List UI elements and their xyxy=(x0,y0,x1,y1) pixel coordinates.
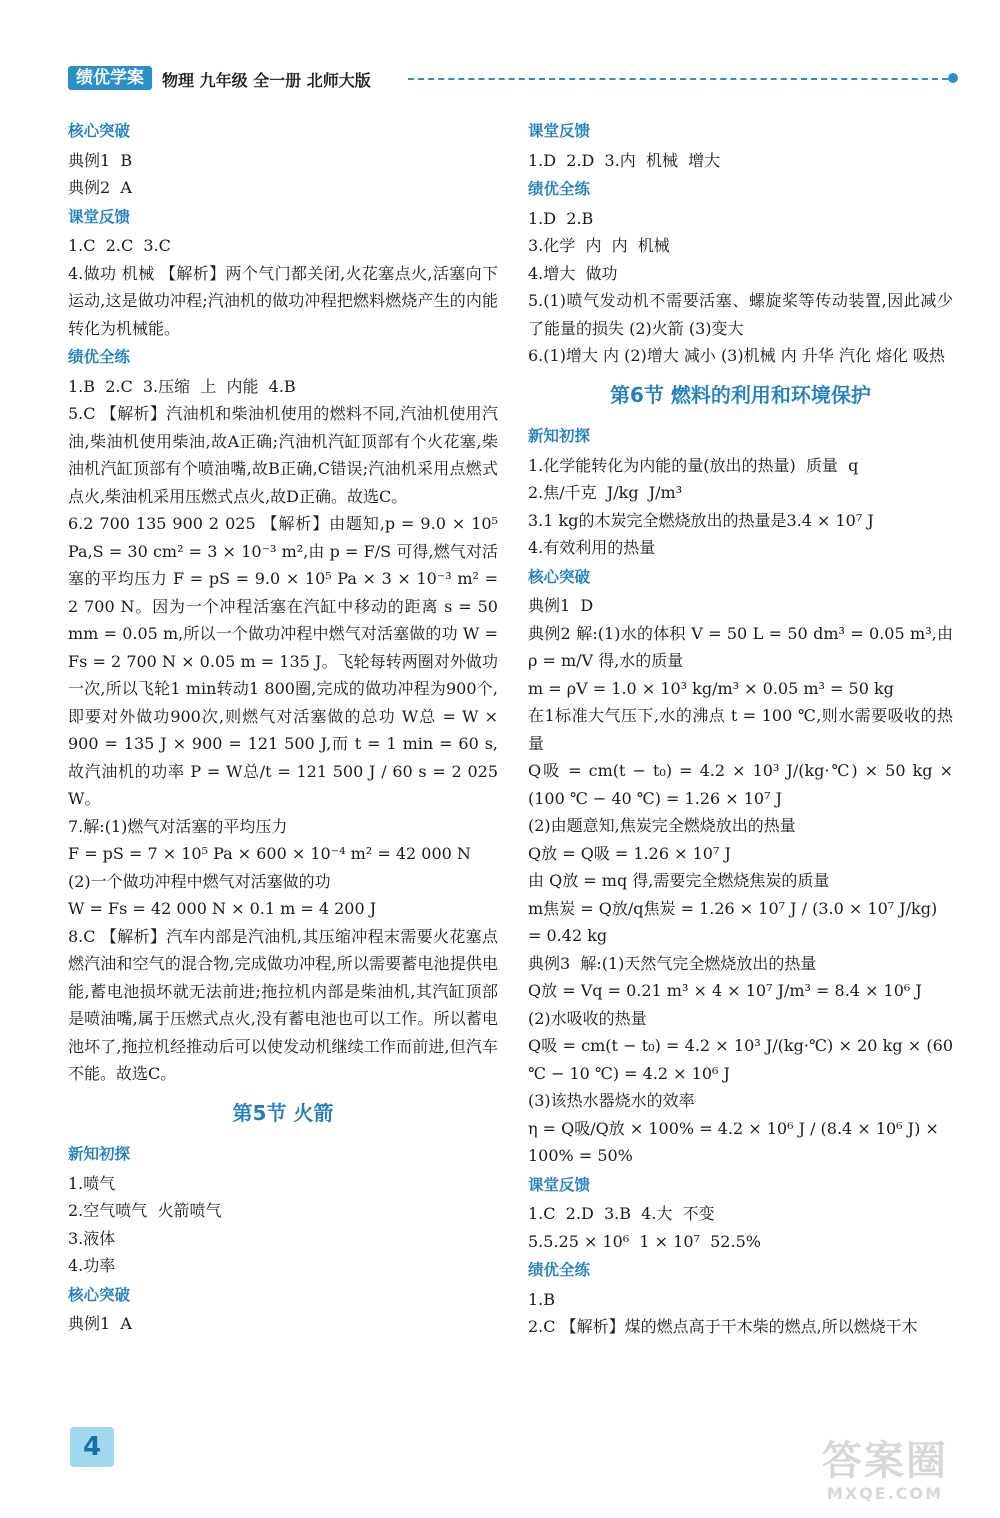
answer-line: 1.化学能转化为内能的量(放出的热量) 质量 q xyxy=(528,455,859,475)
section-label: 课堂反馈 xyxy=(528,122,591,140)
answer-line: 5.5.25 × 10⁶ 1 × 10⁷ 52.5% xyxy=(528,1231,761,1251)
section-label: 绩优全练 xyxy=(528,180,591,198)
answer-line: 典例1 A xyxy=(68,1314,132,1333)
answer-line: 典例3 解:(1)天然气完全燃烧放出的热量 xyxy=(528,953,817,973)
answer-line: 1.B xyxy=(528,1289,556,1309)
answer-line: 1.C 2.C 3.C xyxy=(68,236,171,255)
answer-paragraph: 4.做功 机械 【解析】两个气门都关闭,火花塞点火,活塞向下运动,这是做功冲程;汽油机的做功冲程把燃料燃烧产生的内能转化为机械能。 xyxy=(68,263,498,338)
answer-line: 2.C 【解析】煤的燃点高于干木柴的燃点,所以燃烧干木 xyxy=(528,1317,918,1336)
answer-line: m焦炭 = Q放/q焦炭 = 1.26 × 10⁷ J / (3.0 × 10⁷ J/kg) = 0.42 kg xyxy=(528,898,943,945)
answer-line: 典例1 D xyxy=(528,596,594,615)
section-label: 绩优全练 xyxy=(68,348,131,366)
answer-line: 4.有效利用的热量 xyxy=(528,538,656,557)
section-label: 课堂反馈 xyxy=(68,207,131,226)
section-label: 核心突破 xyxy=(68,122,131,140)
answer-line: 4.功率 xyxy=(68,1256,116,1275)
answer-line: W = Fs = 42 000 N × 0.1 m = 4 200 J xyxy=(68,899,377,918)
answer-line: 1.B 2.C 3.压缩 上 内能 4.B xyxy=(68,376,296,396)
answer-line: 3.液体 xyxy=(68,1228,116,1248)
section-label: 绩优全练 xyxy=(528,1261,591,1279)
answer-paragraph: Q吸 = cm(t − t₀) = 4.2 × 10³ J/(kg·℃) × 50 kg × (100 ℃ − 40 ℃) = 1.26 × 10⁷ J xyxy=(528,761,953,808)
answer-line: η = Q吸/Q放 × 100% = 4.2 × 10⁶ J / (8.4 × 10⁶ J) × 100% = 50% xyxy=(528,1118,944,1165)
watermark-site: MXQE.COM xyxy=(826,1484,944,1503)
section-label: 核心突破 xyxy=(68,1285,131,1304)
answer-line: 1.D 2.B xyxy=(528,208,594,228)
header-dot xyxy=(948,73,958,83)
section-label: 课堂反馈 xyxy=(528,1175,591,1194)
watermark xyxy=(810,1438,960,1508)
header-divider xyxy=(408,78,948,80)
watermark-logo: 答案圈 xyxy=(822,1438,948,1484)
answer-paragraph: 8.C 【解析】汽车内部是汽油机,其压缩冲程末需要火花塞点燃汽油和空气的混合物,完成做功冲程,所以需要蓄电池提供电能,蓄电池损坏就无法前进;拖拉机内部是柴油机,其汽缸顶部是喷油嘴,属于压燃式点火,没有蓄电池也可以工作。所以蓄电池坏了,拖拉机经推动后可以使发动机继续工作而前进,但汽车不能。故选C。 xyxy=(68,926,498,1083)
answer-line: F = pS = 7 × 10⁵ Pa × 600 × 10⁻⁴ m² = 42 000 N xyxy=(68,844,471,863)
answer-line: (2)水吸收的热量 xyxy=(528,1008,647,1028)
answer-line: 1.喷气 xyxy=(68,1173,116,1193)
right-column xyxy=(528,116,953,1341)
answer-paragraph: 在1标准大气压下,水的沸点 t = 100 ℃,则水需要吸收的热量 xyxy=(528,706,953,753)
answer-line: Q放 = Q吸 = 1.26 × 10⁷ J xyxy=(528,843,731,863)
answer-paragraph: 6.2 700 135 900 2 025 【解析】由题知,p = 9.0 × 10⁵ Pa,S = 30 cm² = 3 × 10⁻³ m²,由 p = F/S 可得,燃气对活塞的平均压力 F = pS = 9.0 × 10⁵ Pa × 3 × 10⁻³ m² = 2 700 N。因为一个冲程活塞在汽缸中移动的距离 s = 50 mm = 0.05 m,所以一个做功冲程中燃气对活塞做的功 W = Fs = 2 700 N × 0.05 m = 135 J。飞轮每转两圈对外做功一次,所以飞轮1 min转动1 800圈,完成的做功冲程为900个,即要对外做功900次,则燃气对活塞做的总功 W总 = W × 900 = 135 J × 900 = 121 500 J,而 t = 1 min = 60 s,故汽油机的功率 P = W总/t = 121 500 J / 60 s = 2 025 W。 xyxy=(68,514,498,808)
left-column xyxy=(68,116,498,1338)
answer-paragraph: 5.(1)喷气发动机不需要活塞、螺旋桨等传动装置,因此减少了能量的损失 (2)火箭 (3)变大 xyxy=(528,291,953,338)
answer-line: 2.焦/千克 J/kg J/m³ xyxy=(528,483,683,502)
page-number: 4 xyxy=(70,1427,114,1467)
answer-line: 典例1 B xyxy=(68,150,133,170)
answer-line: m = ρV = 1.0 × 10³ kg/m³ × 0.05 m³ = 50 kg xyxy=(528,678,894,698)
answer-line: 4.增大 做功 xyxy=(528,263,618,283)
header-title: 物理 九年级 全一册 北师大版 xyxy=(162,71,371,90)
answer-line: 3.化学 内 内 机械 xyxy=(528,236,670,255)
answer-line: (2)一个做功冲程中燃气对活塞做的功 xyxy=(68,871,331,891)
answer-line: 典例2 A xyxy=(68,178,132,197)
answer-line: 3.1 kg的木炭完全燃烧放出的热量是3.4 × 10⁷ J xyxy=(528,510,874,530)
answer-line: (3)该热水器烧水的效率 xyxy=(528,1091,695,1110)
section-label: 新知初探 xyxy=(68,1145,131,1163)
section-heading: 第5节 火箭 xyxy=(232,1100,334,1125)
page-header xyxy=(68,64,958,94)
answer-paragraph: 5.C 【解析】汽油机和柴油机使用的燃料不同,汽油机使用汽油,柴油机使用柴油,故A正确;汽油机汽缸顶部有个火花塞,柴油机汽缸顶部有个喷油嘴,故B正确,C错误;汽油机采用点燃式点火,柴油机采用压燃式点火,故D正确。故选C。 xyxy=(68,404,498,506)
answer-line: 由 Q放 = mq 得,需要完全燃烧焦炭的质量 xyxy=(528,871,830,890)
answer-paragraph: 6.(1)增大 内 (2)增大 减小 (3)机械 内 升华 汽化 熔化 吸热 xyxy=(528,346,946,365)
answer-paragraph: Q吸 = cm(t − t₀) = 4.2 × 10³ J/(kg·℃) × 20 kg × (60 ℃ − 10 ℃) = 4.2 × 10⁶ J xyxy=(528,1036,953,1083)
answer-line: (2)由题意知,焦炭完全燃烧放出的热量 xyxy=(528,816,796,835)
answer-line: 1.D 2.D 3.内 机械 增大 xyxy=(528,150,721,170)
section-heading: 第6节 燃料的利用和环境保护 xyxy=(610,382,871,407)
answer-line: 7.解:(1)燃气对活塞的平均压力 xyxy=(68,816,288,836)
answer-paragraph: 典例2 解:(1)水的体积 V = 50 L = 50 dm³ = 0.05 m³,由 ρ = m/V 得,水的质量 xyxy=(528,623,953,670)
brand-logo: 绩优学案 xyxy=(68,66,152,90)
section-label: 新知初探 xyxy=(528,427,591,445)
answer-line: 1.C 2.D 3.B 4.大 不变 xyxy=(528,1204,715,1223)
answer-line: Q放 = Vq = 0.21 m³ × 4 × 10⁷ J/m³ = 8.4 × 10⁶ J xyxy=(528,981,922,1000)
answer-line: 2.空气喷气 火箭喷气 xyxy=(68,1201,222,1220)
section-label: 核心突破 xyxy=(528,567,591,586)
